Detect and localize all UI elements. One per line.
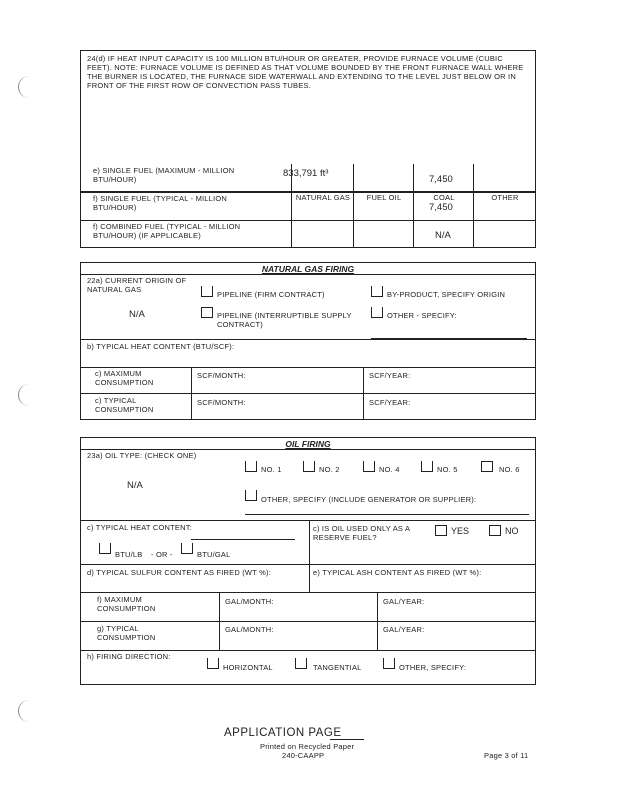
col-other: OTHER: [491, 193, 519, 202]
col-natural-gas: NATURAL GAS: [295, 193, 351, 202]
reserve-no-label: NO: [505, 526, 519, 536]
recycled-paper-note: Printed on Recycled Paper: [260, 742, 355, 751]
row-combined-fuel: f) COMBINED FUEL (TYPICAL - MILLION BTU/HOUR) (IF APPLICABLE): [93, 222, 241, 240]
btu-lb-label: BTU/LB: [115, 550, 143, 559]
oil-no1-label: NO. 1: [261, 465, 282, 474]
furnace-volume-note: 24(d) IF HEAT INPUT CAPACITY IS 100 MILLION BTU/HOUR OR GREATER, PROVIDE FURNACE VOLUME (CUBIC FEET). NOTE: FURNACE VOLUME IS DEFINED AS THAT VOLUME BOUNDED BY THE FRONT FURNACE WALL WHERE THE BURNER IS LOCATED, THE FURNACE SIDE WATERWALL AND EXTENDING TO THE LEVEL JUST BELOW OR IN FRONT OF THE FIRST ROW OF CONVECTION PASS TUBES.: [87, 54, 524, 90]
tangential-label: TANGENTIAL: [313, 663, 362, 672]
pipeline-firm-checkbox[interactable]: [201, 286, 213, 297]
byproduct-label: BY-PRODUCT, SPECIFY ORIGIN: [387, 290, 506, 299]
btu-lb-checkbox[interactable]: [99, 543, 111, 554]
coal-max-value: 7,450: [429, 174, 453, 185]
firing-direction-label: h) FIRING DIRECTION:: [87, 652, 171, 661]
reserve-yes-checkbox[interactable]: [435, 525, 447, 536]
pipeline-interruptible-label: PIPELINE (INTERRUPTIBLE SUPPLY CONTRACT): [217, 311, 352, 329]
oil-type-label: 23a) OIL TYPE: (CHECK ONE): [87, 451, 197, 460]
page-number: Page 3 of 11: [484, 751, 529, 760]
oil-firing-section: [80, 437, 536, 685]
oil-firing-title: OIL FIRING: [285, 439, 331, 449]
oil-other-label: OTHER, SPECIFY (INCLUDE GENERATOR OR SUPPLIER):: [261, 495, 477, 504]
coal-typical-value: 7,450: [429, 202, 453, 213]
gas-typ-scf-month: SCF/MONTH:: [197, 398, 246, 407]
oil-heat-content-label: c) TYPICAL HEAT CONTENT:: [87, 523, 192, 532]
reserve-no-checkbox[interactable]: [489, 525, 501, 536]
reserve-fuel-question: c) IS OIL USED ONLY AS A RESERVE FUEL?: [313, 524, 410, 542]
oil-no4-label: NO. 4: [379, 465, 400, 474]
horizontal-label: HORIZONTAL: [223, 663, 273, 672]
furnace-volume-value: 833,791 ft³: [283, 168, 329, 179]
gas-origin-label: 22a) CURRENT ORIGIN OF NATURAL GAS: [87, 276, 187, 294]
oil-no2-label: NO. 2: [319, 465, 340, 474]
btu-gal-label: BTU/GAL: [197, 550, 231, 559]
binder-hole: [18, 700, 33, 722]
oil-max-label: f) MAXIMUM CONSUMPTION: [97, 595, 156, 613]
oil-typ-gal-month: GAL/MONTH:: [225, 625, 274, 634]
form-number: 240-CAAPP: [282, 751, 325, 760]
gas-max-label: c) MAXIMUM CONSUMPTION: [95, 369, 154, 387]
sulfur-content-label: d) TYPICAL SULFUR CONTENT AS FIRED (WT %):: [87, 568, 271, 577]
gas-na: N/A: [129, 309, 145, 320]
gas-other-label: OTHER - SPECIFY:: [387, 311, 457, 320]
oil-other-checkbox[interactable]: [245, 490, 257, 501]
binder-hole: [18, 384, 33, 406]
oil-no5-checkbox[interactable]: [421, 461, 433, 472]
other-direction-checkbox[interactable]: [383, 658, 395, 669]
gas-heat-content-label: b) TYPICAL HEAT CONTENT (BTU/SCF):: [87, 342, 235, 351]
horizontal-checkbox[interactable]: [207, 658, 219, 669]
gas-other-checkbox[interactable]: [371, 307, 383, 318]
natural-gas-section: [80, 262, 536, 420]
coal-combined-value: N/A: [435, 230, 451, 241]
oil-no5-label: NO. 5: [437, 465, 458, 474]
oil-na: N/A: [127, 480, 143, 491]
application-page-label: APPLICATION PAGE: [224, 727, 342, 739]
ash-content-label: e) TYPICAL ASH CONTENT AS FIRED (WT %):: [313, 568, 482, 577]
oil-no4-checkbox[interactable]: [363, 461, 375, 472]
heat-input-table: [80, 164, 536, 248]
gas-max-scf-month: SCF/MONTH:: [197, 371, 246, 380]
col-fuel-oil: FUEL OIL: [366, 193, 402, 202]
btu-gal-checkbox[interactable]: [181, 543, 193, 554]
gas-max-scf-year: SCF/YEAR:: [369, 371, 411, 380]
row-single-fuel-typical: f) SINGLE FUEL (TYPICAL - MILLION BTU/HOUR): [93, 194, 227, 212]
oil-max-gal-year: GAL/YEAR:: [383, 597, 425, 606]
other-direction-label: OTHER, SPECIFY:: [399, 663, 467, 672]
oil-typ-gal-year: GAL/YEAR:: [383, 625, 425, 634]
oil-no6-checkbox[interactable]: [481, 461, 493, 472]
reserve-yes-label: YES: [451, 526, 470, 536]
tangential-checkbox[interactable]: [295, 658, 307, 669]
oil-typ-label: g) TYPICAL CONSUMPTION: [97, 624, 156, 642]
pipeline-firm-label: PIPELINE (FIRM CONTRACT): [217, 290, 325, 299]
oil-no1-checkbox[interactable]: [245, 461, 257, 472]
gas-typ-label: c) TYPICAL CONSUMPTION: [95, 396, 154, 414]
pipeline-interruptible-checkbox[interactable]: [201, 307, 213, 318]
gas-typ-scf-year: SCF/YEAR:: [369, 398, 411, 407]
byproduct-checkbox[interactable]: [371, 286, 383, 297]
col-coal: COAL: [433, 193, 455, 202]
oil-max-gal-month: GAL/MONTH:: [225, 597, 274, 606]
row-single-fuel-max: e) SINGLE FUEL (MAXIMUM - MILLION BTU/HOUR): [93, 166, 235, 184]
or-label: - OR -: [151, 550, 173, 559]
binder-hole: [18, 76, 33, 98]
oil-no2-checkbox[interactable]: [303, 461, 315, 472]
natural-gas-title: NATURAL GAS FIRING: [261, 264, 355, 274]
oil-no6-label: NO. 6: [499, 465, 520, 474]
